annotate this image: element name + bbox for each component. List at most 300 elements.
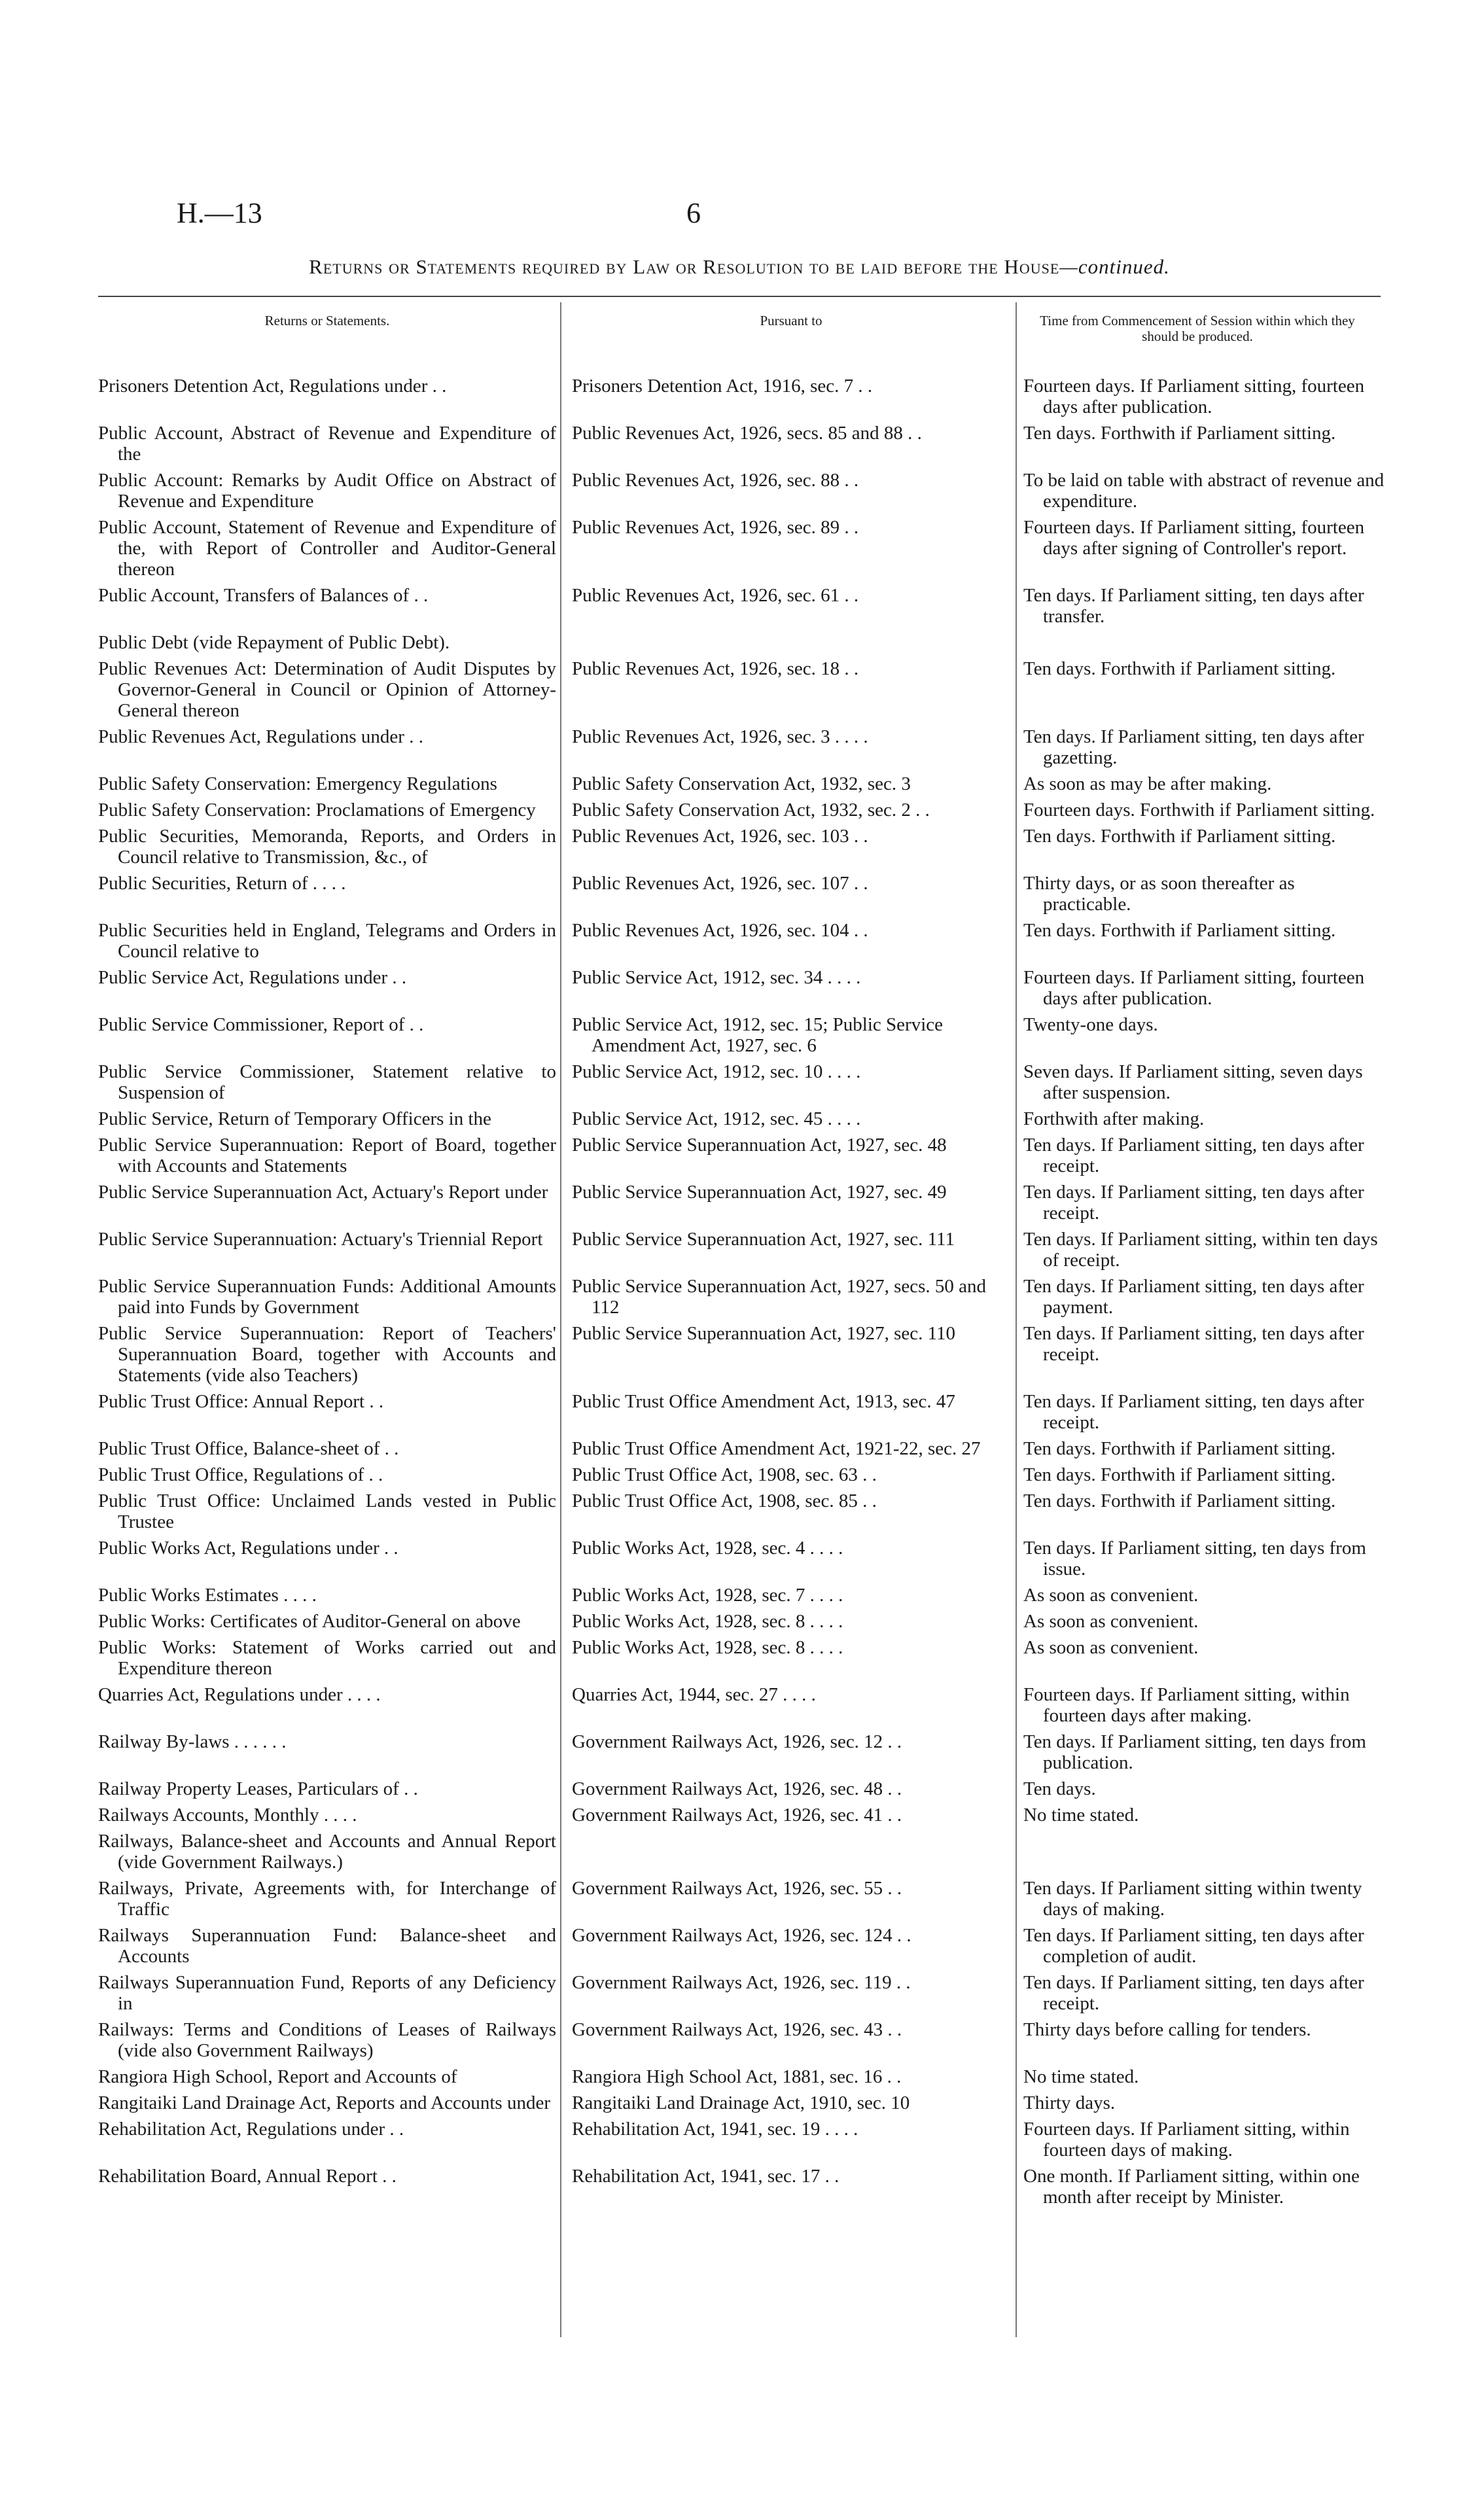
- table-row: [98, 373, 1387, 420]
- return-cell: [98, 1132, 565, 1179]
- table-row: [98, 2017, 1387, 2064]
- time-cell-text: Ten days. If Parliament sitting, ten days from publication.: [1023, 1731, 1366, 1773]
- return-cell-text: Public Service Commissioner, Statement relative to Suspension of: [98, 1061, 556, 1103]
- table-row: [98, 1828, 1387, 1875]
- pursuant-cell-text: Government Railways Act, 1926, sec. 12 . .: [572, 1731, 902, 1752]
- document-title: [98, 255, 1381, 279]
- pursuant-cell-text: Public Safety Conservation Act, 1932, sec. 3: [572, 773, 911, 794]
- pursuant-cell: [565, 2116, 1017, 2163]
- time-cell: [1017, 1012, 1387, 1059]
- time-cell: [1017, 1179, 1387, 1226]
- time-cell: [1017, 2163, 1387, 2210]
- time-cell: [1017, 1608, 1387, 1634]
- table-row: [98, 1682, 1387, 1729]
- return-cell-text: Public Revenues Act: Determination of Audit Disputes by Governor-General in Council or Opinion of Attorney-General thereon: [98, 658, 556, 721]
- time-cell-text: Fourteen days. If Parliament sitting, fourteen days after signing of Controller's report.: [1023, 517, 1365, 559]
- table-row: [98, 2163, 1387, 2210]
- pursuant-cell-text: Public Revenues Act, 1926, sec. 89 . .: [572, 517, 859, 538]
- table-row: [98, 870, 1387, 917]
- time-cell: [1017, 823, 1387, 870]
- return-cell: [98, 1273, 565, 1320]
- time-cell-text: Thirty days before calling for tenders.: [1023, 2019, 1311, 2040]
- return-cell-text: Public Trust Office: Unclaimed Lands vested in Public Trustee: [98, 1490, 556, 1532]
- pursuant-cell-text: Quarries Act, 1944, sec. 27 . . . .: [572, 1684, 816, 1705]
- pursuant-cell-text: Government Railways Act, 1926, sec. 119 . .: [572, 1972, 911, 1993]
- table-row: [98, 1320, 1387, 1388]
- return-cell-text: Public Securities, Return of . . . .: [98, 873, 346, 894]
- return-cell: [98, 1802, 565, 1828]
- time-cell: [1017, 1535, 1387, 1582]
- time-cell: [1017, 2090, 1387, 2116]
- pursuant-cell: [565, 420, 1017, 467]
- pursuant-cell: [565, 964, 1017, 1012]
- pursuant-cell-text: Public Revenues Act, 1926, sec. 104 . .: [572, 920, 868, 941]
- pursuant-cell: [565, 1320, 1017, 1388]
- return-cell: [98, 467, 565, 514]
- return-cell-text: Railway By-laws . . . . . .: [98, 1731, 287, 1752]
- column-header-returns: Returns or Statements.: [264, 313, 390, 328]
- time-cell-text: Ten days.: [1023, 1778, 1096, 1799]
- return-cell-text: Public Service Superannuation: Report of Board, together with Accounts and Statements: [98, 1135, 556, 1176]
- time-cell-text: Ten days. If Parliament sitting, within ten days of receipt.: [1023, 1229, 1378, 1271]
- pursuant-cell: [565, 1729, 1017, 1776]
- return-cell-text: Public Securities held in England, Telegrams and Orders in Council relative to: [98, 920, 556, 962]
- time-cell: [1017, 1462, 1387, 1488]
- return-cell: [98, 1729, 565, 1776]
- return-cell: [98, 1059, 565, 1106]
- time-cell: [1017, 797, 1387, 823]
- header-top-rule: [98, 296, 1381, 297]
- pursuant-cell-text: Public Service Act, 1912, sec. 45 . . . .: [572, 1108, 861, 1129]
- return-cell-text: Public Trust Office: Annual Report . .: [98, 1391, 384, 1412]
- time-cell-text: Forthwith after making.: [1023, 1108, 1205, 1129]
- return-cell: [98, 1634, 565, 1682]
- time-cell-text: Fourteen days. If Parliament sitting, fourteen days after publication.: [1023, 376, 1365, 417]
- return-cell-text: Public Service Superannuation Funds: Additional Amounts paid into Funds by Government: [98, 1276, 556, 1318]
- pursuant-cell: [565, 1059, 1017, 1106]
- pursuant-cell: [565, 2017, 1017, 2064]
- pursuant-cell: [565, 1388, 1017, 1436]
- time-cell-text: As soon as convenient.: [1023, 1585, 1199, 1606]
- pursuant-cell-text: Government Railways Act, 1926, sec. 48 . .: [572, 1778, 902, 1799]
- column-header-pursuant: Pursuant to: [760, 313, 822, 328]
- return-cell: [98, 870, 565, 917]
- pursuant-cell: [565, 917, 1017, 964]
- pursuant-cell: [565, 656, 1017, 724]
- pursuant-cell-text: Public Trust Office Amendment Act, 1921-22, sec. 27: [572, 1438, 981, 1459]
- pursuant-cell-text: Public Revenues Act, 1926, sec. 18 . .: [572, 658, 859, 679]
- time-cell-text: Fourteen days. Forthwith if Parliament sitting.: [1023, 800, 1375, 820]
- time-cell-text: Ten days. If Parliament sitting, ten days after receipt.: [1023, 1391, 1364, 1433]
- table-row: [98, 420, 1387, 467]
- time-cell: [1017, 1320, 1387, 1388]
- pursuant-cell-text: Public Works Act, 1928, sec. 8 . . . .: [572, 1611, 843, 1632]
- pursuant-cell: [565, 2090, 1017, 2116]
- return-cell-text: Public Revenues Act, Regulations under . .: [98, 726, 423, 747]
- table-row: [98, 1273, 1387, 1320]
- time-cell-text: Ten days. If Parliament sitting, ten days after receipt.: [1023, 1972, 1364, 2014]
- time-cell: [1017, 1106, 1387, 1132]
- return-cell: [98, 797, 565, 823]
- return-cell: [98, 1488, 565, 1535]
- return-cell-text: Public Trust Office, Balance-sheet of . .: [98, 1438, 399, 1459]
- table-row: [98, 629, 1387, 656]
- time-cell: [1017, 514, 1387, 582]
- return-cell: [98, 917, 565, 964]
- time-cell: [1017, 1875, 1387, 1922]
- return-cell: [98, 1388, 565, 1436]
- table-row: [98, 2064, 1387, 2090]
- return-cell: [98, 514, 565, 582]
- time-cell: [1017, 1488, 1387, 1535]
- return-cell: [98, 2017, 565, 2064]
- pursuant-cell: [565, 1634, 1017, 1682]
- table-row: [98, 1535, 1387, 1582]
- pursuant-cell: [565, 1922, 1017, 1969]
- return-cell: [98, 1608, 565, 1634]
- table-row: [98, 724, 1387, 771]
- title-suffix: —continued.: [1059, 255, 1170, 278]
- pursuant-cell-text: Public Service Superannuation Act, 1927, sec. 49: [572, 1182, 947, 1203]
- pursuant-cell: [565, 629, 1017, 656]
- return-cell-text: Public Account, Statement of Revenue and Expenditure of the, with Report of Controller and Auditor-General thereon: [98, 517, 556, 580]
- return-cell-text: Quarries Act, Regulations under . . . .: [98, 1684, 381, 1705]
- page-number: 6: [686, 197, 701, 229]
- return-cell-text: Railways Superannuation Fund, Reports of any Deficiency in: [98, 1972, 556, 2014]
- return-cell: [98, 2163, 565, 2210]
- table-row: [98, 1488, 1387, 1535]
- table-row: [98, 1436, 1387, 1462]
- time-cell: [1017, 582, 1387, 629]
- pursuant-cell-text: Government Railways Act, 1926, sec. 43 . .: [572, 2019, 902, 2040]
- time-cell-text: No time stated.: [1023, 1805, 1139, 1825]
- time-cell-text: Ten days. If Parliament sitting, ten days after receipt.: [1023, 1323, 1364, 1365]
- time-cell: [1017, 1059, 1387, 1106]
- pursuant-cell-text: Public Trust Office Act, 1908, sec. 63 . .: [572, 1464, 877, 1485]
- return-cell: [98, 1828, 565, 1875]
- time-cell: [1017, 2116, 1387, 2163]
- time-cell: [1017, 1436, 1387, 1462]
- table-row: [98, 582, 1387, 629]
- return-cell-text: Rehabilitation Act, Regulations under . .: [98, 2119, 404, 2140]
- time-cell-text: Ten days. If Parliament sitting within twenty days of making.: [1023, 1878, 1362, 1920]
- pursuant-cell-text: Public Trust Office Act, 1908, sec. 85 . .: [572, 1490, 877, 1511]
- return-cell-text: Public Works Act, Regulations under . .: [98, 1538, 398, 1559]
- table-row: [98, 1969, 1387, 2017]
- pursuant-cell: [565, 771, 1017, 797]
- time-cell-text: One month. If Parliament sitting, within one month after receipt by Minister.: [1023, 2166, 1360, 2208]
- pursuant-cell-text: Rehabilitation Act, 1941, sec. 19 . . . .: [572, 2119, 858, 2140]
- return-cell-text: Rangitaiki Land Drainage Act, Reports and Accounts under: [98, 2092, 550, 2113]
- pursuant-cell-text: Public Service Superannuation Act, 1927, sec. 48: [572, 1135, 947, 1155]
- time-cell-text: Ten days. Forthwith if Parliament sitting.: [1023, 1438, 1336, 1459]
- table-row: [98, 1922, 1387, 1969]
- pursuant-cell-text: Public Trust Office Amendment Act, 1913, sec. 47: [572, 1391, 955, 1412]
- return-cell: [98, 1320, 565, 1388]
- time-cell: [1017, 629, 1387, 656]
- table-row: [98, 656, 1387, 724]
- time-cell-text: Fourteen days. If Parliament sitting, fourteen days after publication.: [1023, 967, 1365, 1009]
- table-row: [98, 1179, 1387, 1226]
- time-cell: [1017, 1388, 1387, 1436]
- time-cell: [1017, 373, 1387, 420]
- table-row: [98, 1226, 1387, 1273]
- table-row: [98, 797, 1387, 823]
- pursuant-cell: [565, 1436, 1017, 1462]
- return-cell-text: Rangiora High School, Report and Accounts of: [98, 2066, 457, 2087]
- returns-table-body: [98, 373, 1387, 2210]
- returns-table: [98, 373, 1387, 2210]
- table-row: [98, 1106, 1387, 1132]
- return-cell: [98, 771, 565, 797]
- pursuant-cell: [565, 1012, 1017, 1059]
- pursuant-cell: [565, 797, 1017, 823]
- pursuant-cell: [565, 1132, 1017, 1179]
- time-cell: [1017, 917, 1387, 964]
- time-cell: [1017, 467, 1387, 514]
- time-cell-text: As soon as may be after making.: [1023, 773, 1272, 794]
- pursuant-cell-text: Public Revenues Act, 1926, secs. 85 and 88 . .: [572, 423, 922, 444]
- document-reference: H.—13: [177, 197, 262, 229]
- return-cell: [98, 373, 565, 420]
- return-cell: [98, 1179, 565, 1226]
- table-row: [98, 1582, 1387, 1608]
- time-cell-text: Ten days. Forthwith if Parliament sitting.: [1023, 826, 1336, 847]
- return-cell: [98, 2064, 565, 2090]
- return-cell-text: Rehabilitation Board, Annual Report . .: [98, 2166, 397, 2187]
- pursuant-cell-text: Public Revenues Act, 1926, sec. 107 . .: [572, 873, 868, 894]
- return-cell: [98, 1969, 565, 2017]
- table-row: [98, 2090, 1387, 2116]
- time-cell: [1017, 1132, 1387, 1179]
- return-cell-text: Public Account, Abstract of Revenue and Expenditure of the: [98, 423, 556, 465]
- pursuant-cell-text: Government Railways Act, 1926, sec. 41 . .: [572, 1805, 902, 1825]
- time-cell: [1017, 724, 1387, 771]
- return-cell: [98, 1226, 565, 1273]
- return-cell-text: Public Works: Certificates of Auditor-General on above: [98, 1611, 521, 1632]
- pursuant-cell-text: Public Service Act, 1912, sec. 15; Public Service Amendment Act, 1927, sec. 6: [572, 1014, 944, 1056]
- pursuant-cell-text: Rangitaiki Land Drainage Act, 1910, sec. 10: [572, 2092, 910, 2113]
- time-cell: [1017, 771, 1387, 797]
- table-row: [98, 1388, 1387, 1436]
- time-cell-text: Ten days. Forthwith if Parliament sitting.: [1023, 1490, 1336, 1511]
- return-cell-text: Public Safety Conservation: Emergency Regulations: [98, 773, 497, 794]
- return-cell-text: Railways, Balance-sheet and Accounts and Annual Report (vide Government Railways.): [98, 1831, 556, 1873]
- pursuant-cell-text: Public Works Act, 1928, sec. 8 . . . .: [572, 1637, 843, 1658]
- pursuant-cell-text: Prisoners Detention Act, 1916, sec. 7 . .: [572, 376, 873, 397]
- time-cell-text: Ten days. If Parliament sitting, ten days after receipt.: [1023, 1135, 1364, 1176]
- return-cell-text: Public Service Commissioner, Report of . .: [98, 1014, 424, 1035]
- return-cell-text: Public Account, Transfers of Balances of . .: [98, 585, 429, 606]
- pursuant-cell: [565, 1969, 1017, 2017]
- table-row: [98, 1776, 1387, 1802]
- pursuant-cell: [565, 1776, 1017, 1802]
- pursuant-cell: [565, 823, 1017, 870]
- return-cell: [98, 823, 565, 870]
- time-cell: [1017, 420, 1387, 467]
- pursuant-cell: [565, 467, 1017, 514]
- pursuant-cell-text: Public Revenues Act, 1926, sec. 88 . .: [572, 470, 859, 491]
- pursuant-cell-text: Public Service Superannuation Act, 1927, sec. 110: [572, 1323, 956, 1344]
- table-row: [98, 2116, 1387, 2163]
- return-cell: [98, 1012, 565, 1059]
- pursuant-cell: [565, 1488, 1017, 1535]
- time-cell-text: Ten days. If Parliament sitting, ten days from issue.: [1023, 1538, 1366, 1579]
- time-cell-text: Ten days. If Parliament sitting, ten days after gazetting.: [1023, 726, 1364, 768]
- time-cell: [1017, 1802, 1387, 1828]
- time-cell: [1017, 1682, 1387, 1729]
- table-row: [98, 823, 1387, 870]
- pursuant-cell-text: Government Railways Act, 1926, sec. 55 . .: [572, 1878, 902, 1899]
- time-cell: [1017, 1922, 1387, 1969]
- table-row: [98, 1059, 1387, 1106]
- table-row: [98, 1634, 1387, 1682]
- return-cell: [98, 1535, 565, 1582]
- time-cell-text: Thirty days, or as soon thereafter as practicable.: [1023, 873, 1295, 915]
- table-row: [98, 1729, 1387, 1776]
- table-row: [98, 771, 1387, 797]
- pursuant-cell: [565, 1179, 1017, 1226]
- return-cell: [98, 964, 565, 1012]
- return-cell-text: Public Safety Conservation: Proclamations of Emergency: [98, 800, 536, 820]
- pursuant-cell: [565, 373, 1017, 420]
- return-cell-text: Railways Accounts, Monthly . . . .: [98, 1805, 357, 1825]
- return-cell-text: Public Service Superannuation: Actuary's Triennial Report: [98, 1229, 543, 1250]
- pursuant-cell: [565, 1682, 1017, 1729]
- pursuant-cell-text: Public Works Act, 1928, sec. 4 . . . .: [572, 1538, 843, 1559]
- table-row: [98, 1462, 1387, 1488]
- return-cell-text: Public Securities, Memoranda, Reports, and Orders in Council relative to Transmission, &c., of: [98, 826, 556, 868]
- time-cell-text: Thirty days.: [1023, 2092, 1116, 2113]
- time-cell-text: Seven days. If Parliament sitting, seven days after suspension.: [1023, 1061, 1363, 1103]
- return-cell-text: Public Service Superannuation: Report of Teachers' Superannuation Board, together with Accounts and Statements (vide also Teachers): [98, 1323, 556, 1386]
- pursuant-cell: [565, 1226, 1017, 1273]
- pursuant-cell: [565, 514, 1017, 582]
- return-cell: [98, 724, 565, 771]
- time-cell: [1017, 2064, 1387, 2090]
- return-cell-text: Railway Property Leases, Particulars of . .: [98, 1778, 418, 1799]
- time-cell-text: Fourteen days. If Parliament sitting, within fourteen days after making.: [1023, 1684, 1350, 1726]
- time-cell-text: Twenty-one days.: [1023, 1014, 1158, 1035]
- time-cell: [1017, 1828, 1387, 1875]
- time-cell-text: Ten days. Forthwith if Parliament sitting.: [1023, 423, 1336, 444]
- return-cell: [98, 1776, 565, 1802]
- time-cell-text: Ten days. Forthwith if Parliament sitting.: [1023, 658, 1336, 679]
- return-cell: [98, 1106, 565, 1132]
- pursuant-cell: [565, 1608, 1017, 1634]
- return-cell-text: Prisoners Detention Act, Regulations under . .: [98, 376, 447, 397]
- table-row: [98, 1012, 1387, 1059]
- pursuant-cell: [565, 582, 1017, 629]
- table-row: [98, 467, 1387, 514]
- time-cell-text: As soon as convenient.: [1023, 1611, 1199, 1632]
- pursuant-cell-text: Rangiora High School Act, 1881, sec. 16 . .: [572, 2066, 902, 2087]
- table-row: [98, 1875, 1387, 1922]
- return-cell: [98, 2090, 565, 2116]
- time-cell-text: To be laid on table with abstract of revenue and expenditure.: [1023, 470, 1385, 512]
- pursuant-cell: [565, 724, 1017, 771]
- time-cell: [1017, 964, 1387, 1012]
- pursuant-cell: [565, 1273, 1017, 1320]
- pursuant-cell: [565, 1106, 1017, 1132]
- time-cell: [1017, 1729, 1387, 1776]
- return-cell: [98, 1682, 565, 1729]
- pursuant-cell-text: Public Service Superannuation Act, 1927, sec. 111: [572, 1229, 955, 1250]
- pursuant-cell-text: Public Works Act, 1928, sec. 7 . . . .: [572, 1585, 843, 1606]
- column-header-time: Time from Commencement of Session within which they should be produced.: [1040, 313, 1355, 344]
- return-cell: [98, 656, 565, 724]
- pursuant-cell-text: Public Revenues Act, 1926, sec. 103 . .: [572, 826, 868, 847]
- return-cell: [98, 2116, 565, 2163]
- return-cell-text: Public Service, Return of Temporary Officers in the: [98, 1108, 491, 1129]
- table-row: [98, 1132, 1387, 1179]
- return-cell: [98, 1436, 565, 1462]
- return-cell-text: Public Works: Statement of Works carried out and Expenditure thereon: [98, 1637, 556, 1679]
- table-row: [98, 514, 1387, 582]
- return-cell-text: Public Trust Office, Regulations of . .: [98, 1464, 383, 1485]
- return-cell-text: Public Account: Remarks by Audit Office on Abstract of Revenue and Expenditure: [98, 470, 556, 512]
- pursuant-cell: [565, 2163, 1017, 2210]
- return-cell-text: Public Service Superannuation Act, Actuary's Report under: [98, 1182, 548, 1203]
- pursuant-cell-text: Government Railways Act, 1926, sec. 124 . .: [572, 1925, 911, 1946]
- time-cell-text: Fourteen days. If Parliament sitting, within fourteen days of making.: [1023, 2119, 1350, 2160]
- pursuant-cell: [565, 1582, 1017, 1608]
- pursuant-cell-text: Public Service Act, 1912, sec. 10 . . . .: [572, 1061, 861, 1082]
- return-cell: [98, 629, 565, 656]
- return-cell: [98, 1922, 565, 1969]
- time-cell-text: As soon as convenient.: [1023, 1637, 1199, 1658]
- table-row: [98, 1802, 1387, 1828]
- time-cell: [1017, 1582, 1387, 1608]
- time-cell: [1017, 2017, 1387, 2064]
- return-cell-text: Public Works Estimates . . . .: [98, 1585, 317, 1606]
- return-cell-text: Railways: Terms and Conditions of Leases of Railways (vide also Government Railways): [98, 2019, 556, 2061]
- table-row: [98, 1608, 1387, 1634]
- return-cell: [98, 1462, 565, 1488]
- time-cell-text: No time stated.: [1023, 2066, 1139, 2087]
- return-cell: [98, 420, 565, 467]
- return-cell: [98, 1875, 565, 1922]
- table-row: [98, 964, 1387, 1012]
- pursuant-cell-text: Rehabilitation Act, 1941, sec. 17 . .: [572, 2166, 839, 2187]
- return-cell-text: Railways Superannuation Fund: Balance-sheet and Accounts: [98, 1925, 556, 1967]
- time-cell: [1017, 870, 1387, 917]
- pursuant-cell-text: Public Safety Conservation Act, 1932, sec. 2 . .: [572, 800, 930, 820]
- pursuant-cell: [565, 1535, 1017, 1582]
- pursuant-cell: [565, 1828, 1017, 1875]
- time-cell: [1017, 1634, 1387, 1682]
- pursuant-cell: [565, 870, 1017, 917]
- pursuant-cell-text: Public Revenues Act, 1926, sec. 61 . .: [572, 585, 859, 606]
- pursuant-cell: [565, 1462, 1017, 1488]
- return-cell-text: Public Debt (vide Repayment of Public Debt).: [98, 632, 450, 653]
- time-cell-text: Ten days. If Parliament sitting, ten days after transfer.: [1023, 585, 1364, 627]
- time-cell-text: Ten days. Forthwith if Parliament sitting.: [1023, 1464, 1336, 1485]
- time-cell: [1017, 1226, 1387, 1273]
- pursuant-cell-text: Public Revenues Act, 1926, sec. 3 . . . .: [572, 726, 868, 747]
- time-cell: [1017, 1776, 1387, 1802]
- table-row: [98, 917, 1387, 964]
- title-main: Returns or Statements required by Law or Resolution to be laid before the House: [309, 255, 1060, 278]
- time-cell: [1017, 1273, 1387, 1320]
- time-cell: [1017, 656, 1387, 724]
- return-cell: [98, 1582, 565, 1608]
- pursuant-cell: [565, 1875, 1017, 1922]
- time-cell-text: Ten days. If Parliament sitting, ten days after payment.: [1023, 1276, 1364, 1318]
- pursuant-cell: [565, 1802, 1017, 1828]
- return-cell: [98, 582, 565, 629]
- pursuant-cell-text: Public Service Act, 1912, sec. 34 . . . .: [572, 967, 861, 988]
